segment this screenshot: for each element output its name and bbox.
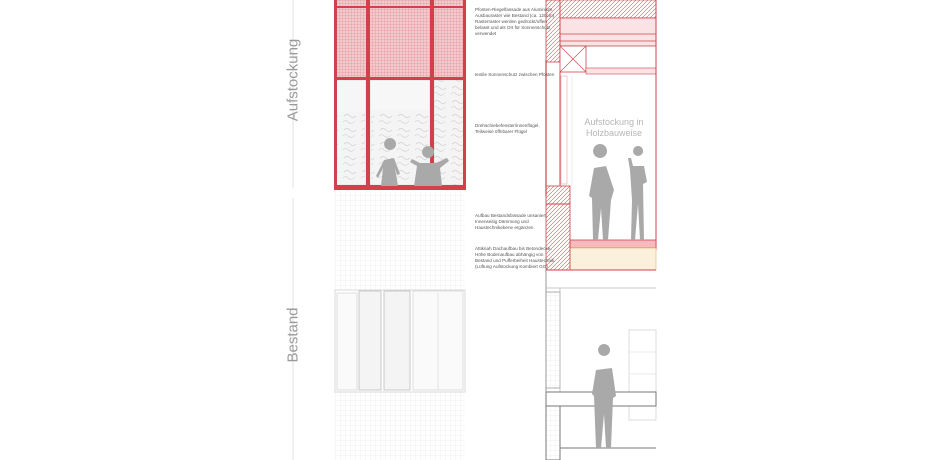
annotation-facade: Pfosten-Riegelfassade aus Aluminium. Ausbauraster wie Bestand (ca. 120cm) Rasterraster werden gedrückt/offen belasst und als Ort für Sonnenschutz verwendet (475, 7, 555, 36)
elevation-top-band (335, 0, 465, 80)
elevation-post-1 (334, 0, 337, 190)
annotation-window: Drehschiebefenster/innenflügel. Teilweise öffnbarer Flügel (475, 123, 540, 134)
elevation-post-3 (430, 0, 434, 190)
elevation-rail-top (334, 6, 466, 8)
elevation-existing-window-3 (384, 291, 410, 390)
section-floor-slab (570, 240, 656, 248)
section-floor-hatch (546, 186, 570, 204)
section-person-1 (589, 144, 614, 240)
elevation-existing-window-1 (337, 293, 357, 390)
annotation-existing-facade: Aufbau Bestandsfassade unsaniert. Innenseitig Dämmung und Haustechnikebene ergänzen (475, 213, 548, 230)
elevation-rail-bottom (334, 185, 466, 190)
section-roof-hatch (560, 0, 656, 18)
elevation-rail-mid (334, 77, 466, 80)
section-existing-slab-fill (546, 406, 560, 460)
section-existing-wall-hatch (546, 292, 560, 388)
section-ceiling-soffit (586, 68, 656, 74)
section-label-timber: Aufstockung in Holzbauweise (584, 117, 644, 138)
section-window-frame (561, 76, 567, 184)
level-label-bestand: Bestand (284, 307, 302, 363)
elevation-post-4 (463, 0, 466, 190)
section-person-3 (592, 344, 616, 448)
annotation-roof-buildup: Attiknah Dachaufbau bis Betondecke. Höhe Bodenaufbau abhängig von Bestand und Pufferbeiheit Haustechnik (Lüftung Aufstockung Kombiert GG) (475, 246, 555, 269)
level-label-aufstockung: Aufstockung (284, 38, 302, 122)
section-floor-screed (570, 248, 656, 270)
section-roof-slab (560, 18, 656, 46)
section-person-2 (628, 146, 647, 240)
elevation-post-2 (366, 0, 370, 190)
elevation-existing-window-2 (359, 291, 381, 390)
annotation-sunshade: textile Sonnenschutz zwischen Pfosten (475, 72, 555, 77)
elevation-panel-left-foliage (337, 112, 365, 184)
